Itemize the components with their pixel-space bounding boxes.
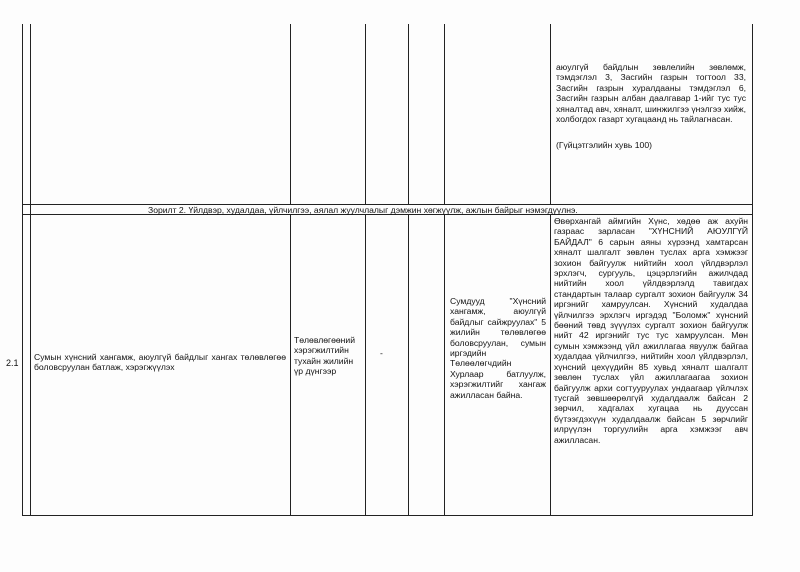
col-divider-2: [290, 24, 291, 204]
table-border-right: [752, 24, 753, 516]
col-divider-6: [550, 24, 551, 204]
task-description: Сумын хүнсний хангамж, аюулгүй байдлыг хангах төлөвлөгөө боловсруулан батлаж, хэрэгжүүлэх: [34, 352, 286, 373]
table-border-bottom: [22, 515, 753, 516]
criteria-text: Төлөвлөгөөний хэрэгжилтийн тухайн жилийн үр дүнгээр: [294, 335, 356, 377]
goal-heading: Зорилт 2. Үйлдвэр, худалдаа, үйлчилгээ, аялал жуулчлалыг дэмжин хөгжүүлж, ажлын байрыг нэмэгдүүлнэ.: [148, 205, 578, 215]
col-divider-3b: [365, 214, 366, 516]
baseline-dash: -: [380, 348, 383, 358]
col-divider-3: [365, 24, 366, 204]
col-divider-5b: [444, 214, 445, 516]
col-divider-6b: [550, 214, 551, 516]
col-divider-2b: [290, 214, 291, 516]
row-number: 2.1: [6, 358, 19, 368]
col-divider-4b: [408, 214, 409, 516]
result-text: Өвөрхангай аймгийн Хүнс, хөдөө аж ахуйн газраас зарласан "ХҮНСНИЙ АЮУЛГҮЙ БАЙДАЛ" 6 сарын аяны хүрээнд хамтарсан хяналт шалгалт зөвлөн туслах арга хэмжээг зохион байгуулж нийтийн хоол үйлдвэрлэл эрхлэгч, сургууль, цэцэрлэгийн ажилчдад нийтийн хоол үйлдвэрлэлд тавигдах стандартын талаар сургалт зохион байгуулж 34 иргэнийг хамруулсан. Хүнсний худалдаа үйлчилгээ эрхлэгч иргэдэд "Боломж" хүнсний бөөний төвд зүүүлэх сургалт зохион байгуулж нийт 42 иргэнийг тус тус хамруулсан. Мөн сумын хэмжээнд үйл ажиллагаа явуулж байгаа худалдаа үйлчилгээ, нийтийн хоол үйлдвэрлэл, хүнсний цехүүдийн 85 хувьд хяналт шалгалт зөвлөн туслах үйл ажиллагаагаа зохион байгуулж архи согтууруулах ундаагаар үйлчлэх тусгай зөвшөөрөлгүй худалдаалж байсан 2 зөрчил, хадгалах хугацаа нь дууссан бүтээгдэхүүн худалдаалж байсан 5 зөрчлийг илрүүлэн торгуулийн арга хэмжээг авч ажилласан.: [554, 216, 748, 445]
col-divider-4: [408, 24, 409, 204]
implementation-text: Сумдууд "Хүнсний хангамж, аюулгүй байдлыг сайжруулах" 5 жилийн төлөвлөгөө боловсруулан, сумын иргэдийн Төлөөлөгчдийн Хурлаар батлуулж, хэрэгжилтийг хангаж ажилласан байна.: [450, 296, 546, 400]
continued-result-text: аюулгүй байдлын зөвлелийн зөвлөмж, тэмдэглэл 3, Засгийн газрын тогтоол 33, Засгийн газрын хуралдааны тэмдэглэл 6, Засгийн газрын албан даалгавар 1-ийг тус тус хяналтад авч, хяналт, шинжилгээ үнэлгээ хийж, холбогдох газарт хугацаанд нь тайлагнасан.: [556, 62, 746, 125]
col-divider-5: [444, 24, 445, 204]
col-divider-1: [30, 24, 31, 516]
continued-percentage: (Гүйцэтгэлийн хувь 100): [556, 140, 652, 150]
table-border-left: [22, 24, 23, 516]
